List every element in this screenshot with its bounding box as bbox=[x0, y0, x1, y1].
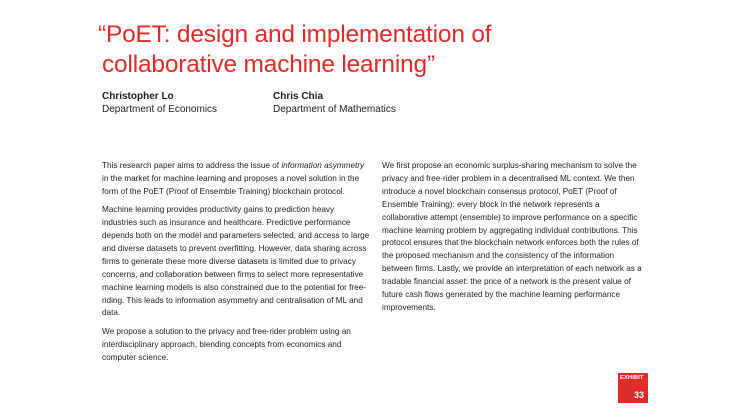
abstract-right-column bbox=[382, 160, 647, 320]
emphasis-text: information asymmetry bbox=[281, 161, 365, 170]
title-line-1: “PoET: design and implementation of bbox=[98, 21, 492, 48]
paragraph: We propose a solution to the privacy and free-rider problem using an interdisciplinary approach, blending concepts from economics and computer science. bbox=[102, 326, 351, 362]
exhibit-badge bbox=[618, 373, 648, 403]
paragraph: Machine learning provides productivity gains to prediction heavy industries such as insurance and healthcare. Predictive performance depends both on the model and parameters selected, and access to large and diverse datasets to prevent overfitting. However, data sharing across firms to generate these more diverse datasets is limited due to privacy concerns, and collaboration between firms to select more representative machine learning models is also constrained due to the potential for free-riding. This leads to information asymmetry and centralisation of ML and data. bbox=[102, 205, 370, 318]
abstract-left-column bbox=[102, 160, 370, 370]
author-name: Chris Chia bbox=[273, 91, 324, 102]
paragraph-text: in the market for machine learning and proposes a novel solution in the form of the PoET (Proof of Ensemble Training) blockchain protocol. bbox=[102, 173, 360, 196]
author-department: Department of Mathematics bbox=[273, 104, 396, 115]
paragraph: We first propose an economic surplus-sharing mechanism to solve the privacy and free-rider problem in a decentralised ML context. We then introduce a novel blockchain consensus protocol, PoET (Proof of Ensemble Training): every block in the network represents a collaborative attempt (ensemble) to improve performance on a specific machine learning problem by aggregating individual contributions. This protocol ensures that the blockchain network enforces both the rules of the proposed mechanism and the consistency of the information between firms. Lastly, we provide an interpretation of each network as a tradable financial asset: the price of a network is the present value of future cash flows generated by the machine learning performance improvements. bbox=[382, 161, 642, 312]
author-department: Department of Economics bbox=[102, 104, 218, 115]
author-name: Christopher Lo bbox=[102, 91, 174, 102]
paragraph bbox=[102, 160, 370, 199]
paper-title bbox=[98, 20, 658, 80]
title-line-2: collaborative machine learning” bbox=[102, 51, 435, 78]
paragraph-text: This research paper aims to address the issue of bbox=[102, 161, 282, 170]
exhibit-number: 33 bbox=[633, 390, 644, 400]
author-block-1 bbox=[102, 90, 217, 116]
exhibit-label: EXHIBIT bbox=[620, 375, 644, 381]
author-block-2 bbox=[273, 90, 396, 116]
